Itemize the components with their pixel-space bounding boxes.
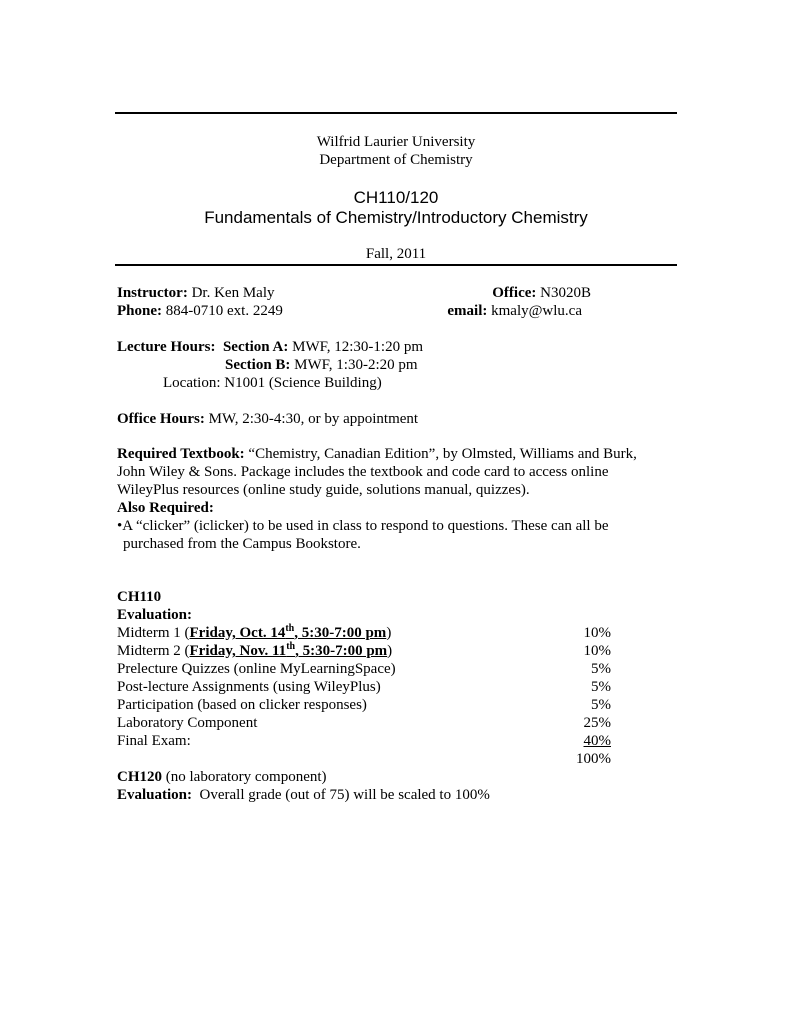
phone-line (117, 302, 283, 320)
term: Fall, 2011 (365, 246, 427, 262)
eval-item-pct: 5% (591, 661, 611, 677)
header-rule (115, 264, 677, 266)
midterm-2-prefix: Midterm 2 ( (117, 643, 190, 659)
midterm-2-time: , 5:30-7:00 pm (295, 643, 388, 659)
lecture-hours-a (117, 338, 423, 356)
lecture-hours-label: Lecture Hours: (117, 339, 216, 355)
midterm-2-sup: th (286, 641, 296, 652)
clicker-text-2: purchased from the Campus Bookstore. (123, 536, 361, 552)
phone-label: Phone: (117, 303, 162, 319)
ch120-line (117, 768, 327, 786)
office-label: Office: (492, 285, 537, 301)
textbook-line-1 (117, 445, 637, 463)
email-value[interactable]: kmaly@wlu.ca (491, 303, 582, 319)
midterm-1-date: Friday, Oct. 14 (189, 625, 286, 641)
final-exam-pct: 40% (583, 733, 611, 749)
course-title: Fundamentals of Chemistry/Introductory Chemistry (204, 208, 588, 227)
office-hours-label: Office Hours: (117, 411, 205, 427)
midterm-2-pct: 10% (583, 643, 611, 659)
instructor-label: Instructor: (117, 285, 188, 301)
department-name: Department of Chemistry (319, 152, 473, 168)
email-line (380, 302, 582, 320)
clicker-text-1: A “clicker” (iclicker) to be used in class to respond to questions. These can all be (122, 518, 609, 534)
lecture-location: Location: N1001 (Science Building) (163, 375, 382, 391)
ch120-evaluation-line (117, 786, 490, 804)
eval-item-label: Post-lecture Assignments (using WileyPlus) (117, 679, 381, 695)
evaluation-total: 100% (576, 751, 611, 767)
ch120-evaluation-label: Evaluation: (117, 787, 193, 803)
clicker-bullet (117, 517, 609, 535)
section-a-time: MWF, 12:30-1:20 pm (292, 339, 424, 355)
midterm-1-sup: th (285, 623, 295, 634)
midterm-2-date: Friday, Nov. 11 (189, 643, 287, 659)
top-rule (115, 112, 677, 114)
midterm-2-suffix: ) (387, 643, 393, 659)
bullet-icon: • (117, 518, 123, 534)
eval-item-pct: 5% (591, 697, 611, 713)
ch120-note: (no laboratory component) (165, 769, 327, 785)
also-required-label: Also Required: (117, 500, 214, 516)
phone-value: 884-0710 ext. 2249 (165, 303, 283, 319)
ch120-evaluation-text: Overall grade (out of 75) will be scaled to 100% (199, 787, 490, 803)
eval-item-label: Final Exam: (117, 733, 191, 749)
lecture-hours-b (225, 356, 418, 374)
eval-item-label: Participation (based on clicker responses) (117, 697, 367, 713)
office-hours-line (117, 410, 418, 428)
eval-item-pct: 25% (583, 715, 611, 731)
midterm-1-time: , 5:30-7:00 pm (294, 625, 387, 641)
ch110-evaluation-label: Evaluation: (117, 607, 193, 623)
instructor-name: Dr. Ken Maly (191, 285, 275, 301)
eval-item-label: Laboratory Component (117, 715, 258, 731)
course-code: CH110/120 (353, 188, 439, 207)
instructor-line (117, 284, 274, 302)
office-hours-value: MW, 2:30-4:30, or by appointment (208, 411, 419, 427)
university-name: Wilfrid Laurier University (316, 134, 476, 150)
email-label: email: (447, 303, 488, 319)
midterm-1-suffix: ) (386, 625, 392, 641)
section-b-time: MWF, 1:30-2:20 pm (294, 357, 418, 373)
textbook-label: Required Textbook: (117, 446, 245, 462)
midterm-1-datetime (190, 625, 387, 641)
midterm-1-row (117, 624, 391, 642)
midterm-1-prefix: Midterm 1 ( (117, 625, 190, 641)
midterm-2-row (117, 642, 392, 660)
ch110-heading: CH110 (117, 589, 162, 605)
textbook-text-1: “Chemistry, Canadian Edition”, by Olmsted, Williams and Burk, (248, 446, 637, 462)
ch120-heading: CH120 (117, 769, 162, 785)
office-line (380, 284, 591, 302)
section-b-label: Section B: (225, 357, 291, 373)
office-value: N3020B (540, 285, 591, 301)
eval-item-label: Prelecture Quizzes (online MyLearningSpace) (117, 661, 396, 677)
section-a-label: Section A: (222, 339, 289, 355)
eval-item-pct: 5% (591, 679, 611, 695)
midterm-2-datetime (190, 643, 388, 659)
midterm-1-pct: 10% (583, 625, 611, 641)
textbook-line-2: John Wiley & Sons. Package includes the textbook and code card to access online (117, 464, 609, 480)
textbook-line-3: WileyPlus resources (online study guide, solutions manual, quizzes). (117, 482, 530, 498)
